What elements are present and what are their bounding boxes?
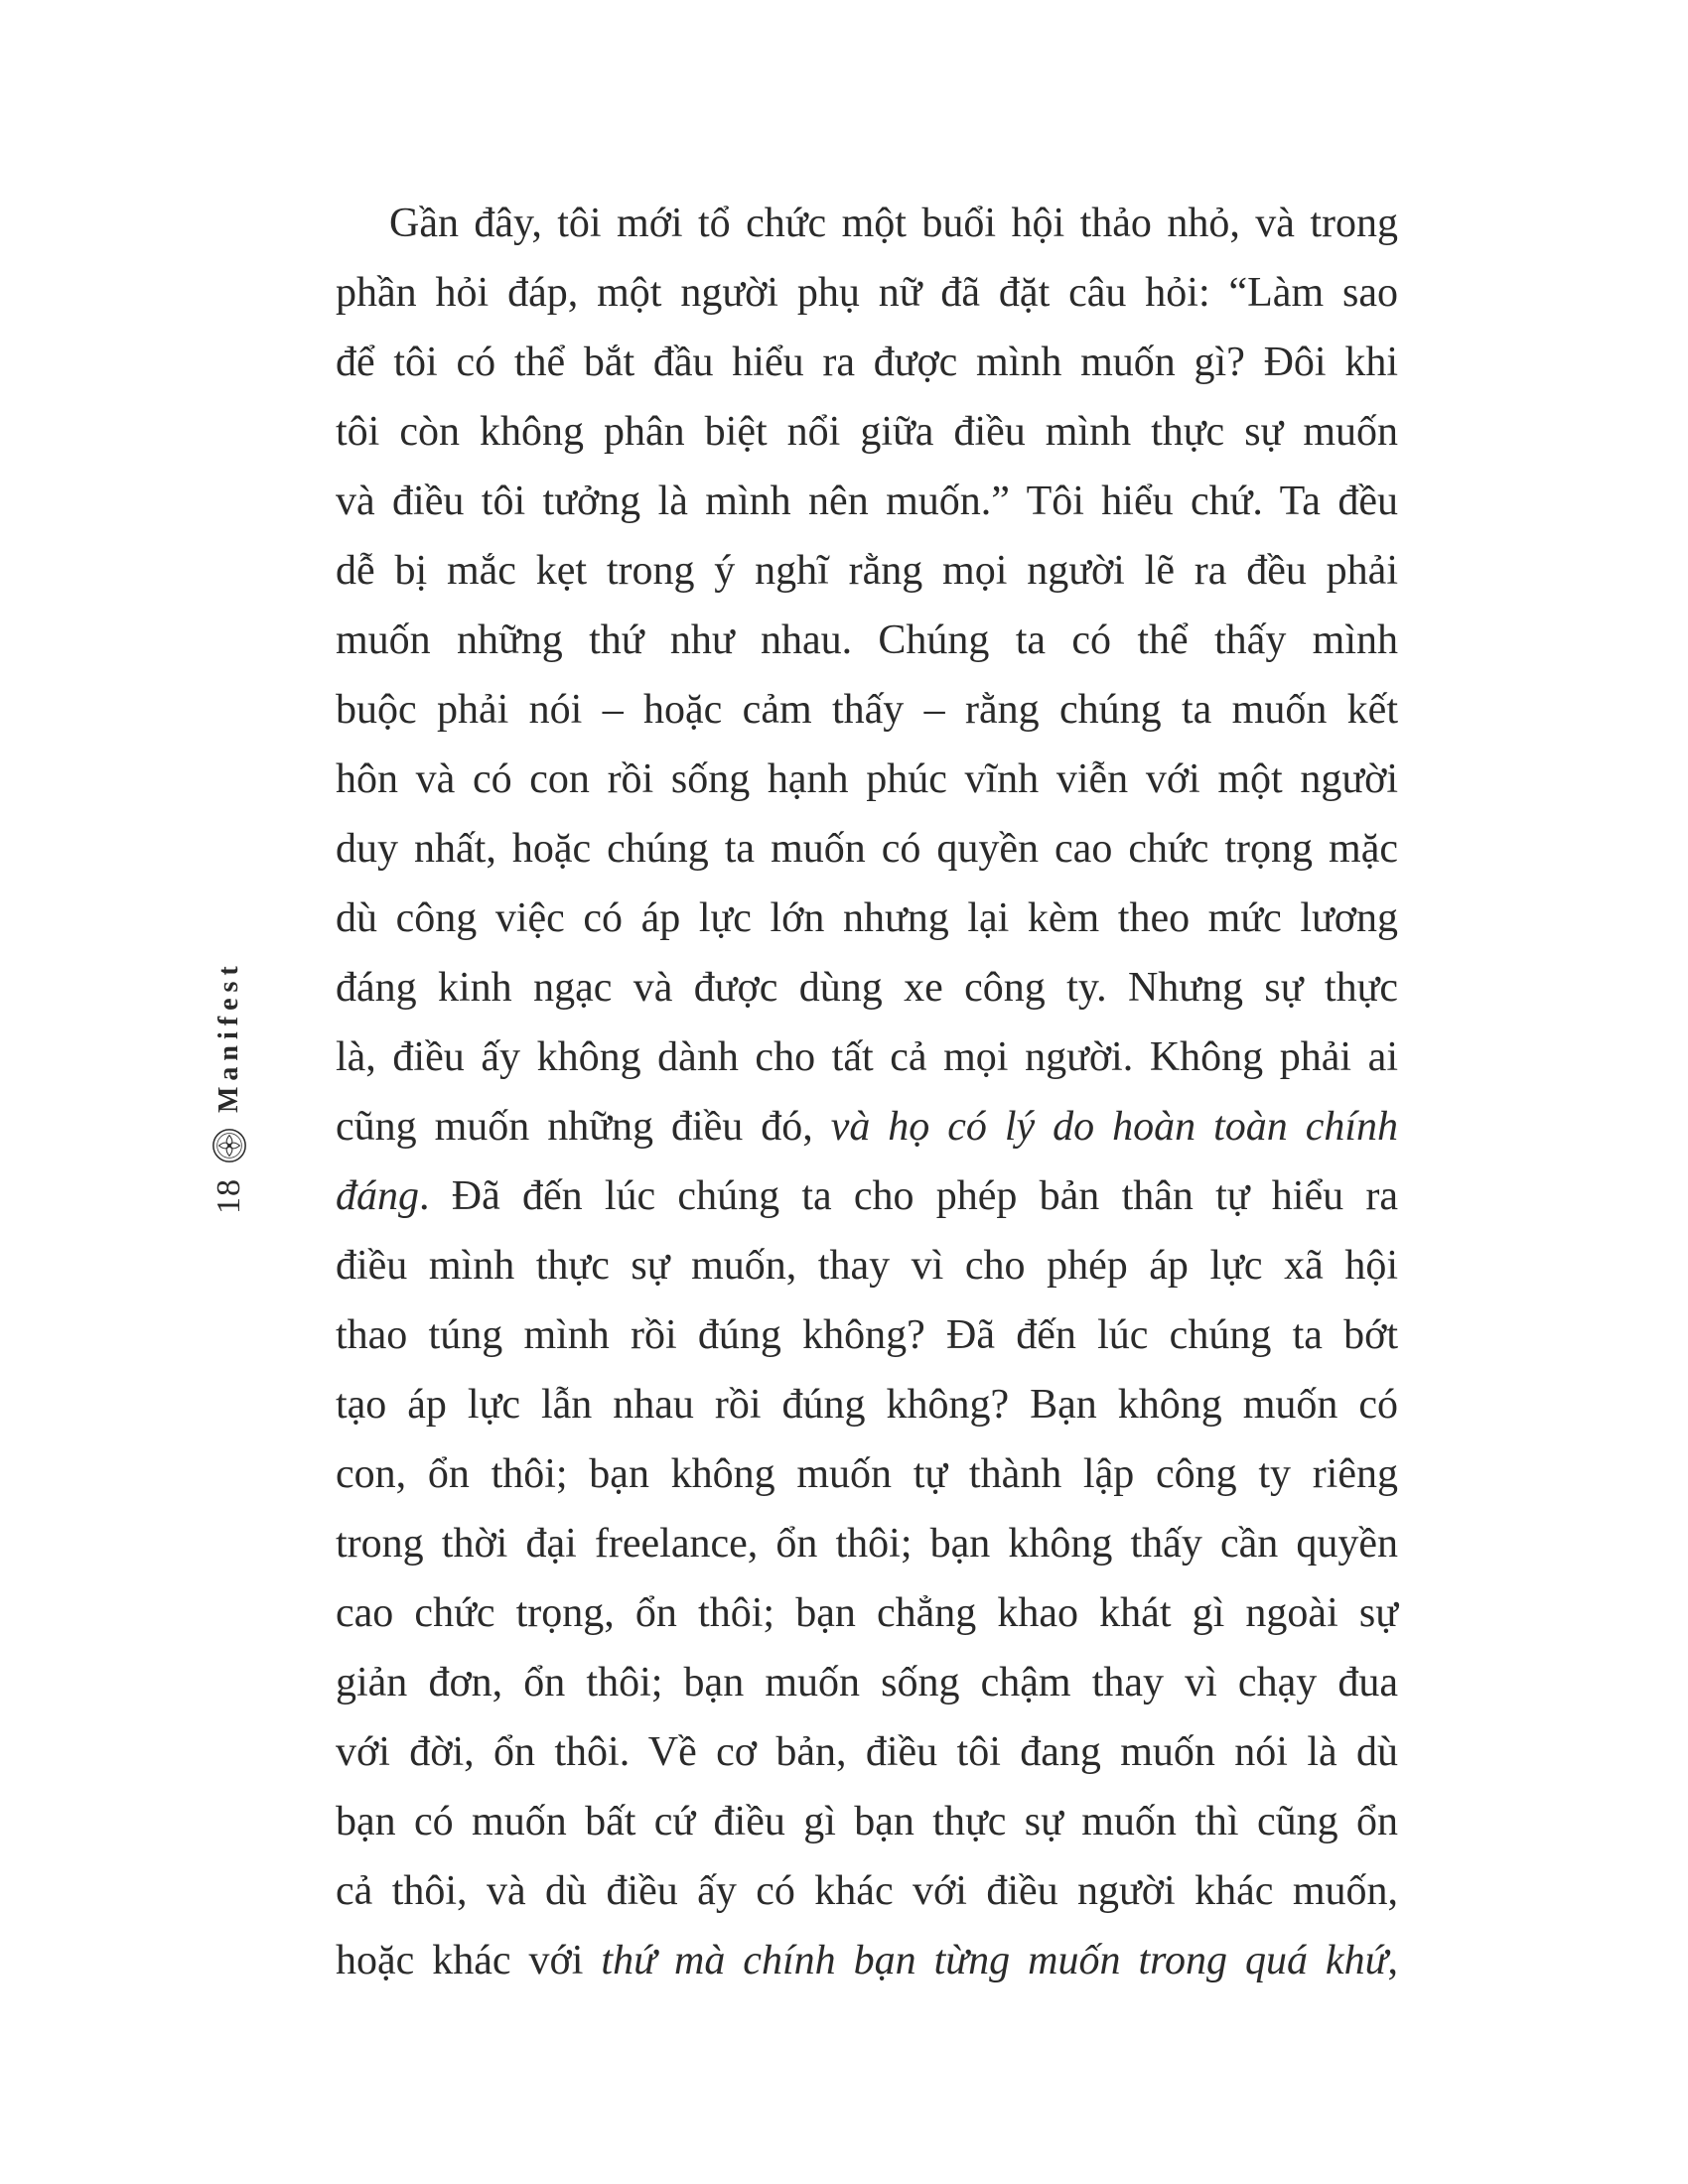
text-run: duy nhất, hoặc chúng ta muốn có quyền cao chức trọng mặc	[336, 826, 1398, 872]
text-run: cũng muốn những điều đó,	[336, 1104, 831, 1150]
text-run: con, ổn thôi; bạn không muốn tự thành lập công ty riêng	[336, 1451, 1398, 1497]
text-line	[336, 953, 1398, 1023]
text-run: hôn và có con rồi sống hạnh phúc vĩnh viễn với một người	[336, 756, 1398, 802]
italic-text-run: thứ mà chính bạn từng muốn trong quá khứ	[601, 1938, 1388, 1983]
text-line	[336, 1856, 1398, 1926]
text-line	[336, 884, 1398, 953]
text-run: tôi còn không phân biệt nổi giữa điều mình thực sự muốn	[336, 409, 1398, 455]
italic-text-run: đáng	[336, 1173, 419, 1219]
text-line	[336, 258, 1398, 328]
text-line	[336, 1787, 1398, 1856]
text-run: để tôi có thể bắt đầu hiểu ra được mình muốn gì? Đôi khi	[336, 340, 1398, 385]
text-run: là, điều ấy không dành cho tất cả mọi người. Không phải ai	[336, 1034, 1398, 1080]
page-number: 18	[211, 1178, 247, 1214]
text-line	[336, 328, 1398, 397]
text-line	[336, 1717, 1398, 1787]
italic-text-run: và họ có lý do hoàn toàn chính	[830, 1104, 1399, 1150]
running-head	[211, 960, 248, 1214]
text-run: phần hỏi đáp, một người phụ nữ đã đặt câu hỏi: “Làm sao	[336, 270, 1398, 316]
text-run: đáng kinh ngạc và được dùng xe công ty. Nhưng sự thực	[336, 965, 1398, 1011]
text-line	[336, 1161, 1398, 1231]
text-run: ,	[1387, 1938, 1398, 1983]
text-run: Gần đây, tôi mới tổ chức một buổi hội thảo nhỏ, và trong	[389, 201, 1398, 246]
text-line	[336, 1509, 1398, 1578]
text-run: với đời, ổn thôi. Về cơ bản, điều tôi đang muốn nói là dù	[336, 1729, 1398, 1775]
text-run: giản đơn, ổn thôi; bạn muốn sống chậm thay vì chạy đua	[336, 1660, 1398, 1706]
text-run: dù công việc có áp lực lớn nhưng lại kèm theo mức lương	[336, 895, 1398, 941]
text-line	[336, 1231, 1398, 1300]
text-line	[336, 1648, 1398, 1717]
text-run: và điều tôi tưởng là mình nên muốn.” Tôi hiểu chứ. Ta đều	[336, 478, 1398, 524]
text-run: dễ bị mắc kẹt trong ý nghĩ rằng mọi người lẽ ra đều phải	[336, 548, 1398, 594]
text-run: tạo áp lực lẫn nhau rồi đúng không? Bạn không muốn có	[336, 1382, 1398, 1428]
text-run: buộc phải nói – hoặc cảm thấy – rằng chúng ta muốn kết	[336, 687, 1398, 733]
floral-emblem-icon	[211, 1127, 248, 1164]
text-run: hoặc khác với	[336, 1938, 602, 1983]
text-run: bạn có muốn bất cứ điều gì bạn thực sự muốn thì cũng ổn	[336, 1799, 1398, 1844]
text-run: điều mình thực sự muốn, thay vì cho phép áp lực xã hội	[336, 1243, 1398, 1289]
text-line	[336, 1370, 1398, 1439]
text-line	[336, 1023, 1398, 1092]
body-paragraph	[336, 189, 1398, 1995]
text-line	[336, 814, 1398, 884]
text-run: thao túng mình rồi đúng không? Đã đến lúc chúng ta bớt	[336, 1312, 1398, 1358]
text-line	[336, 1926, 1398, 1995]
text-run: trong thời đại freelance, ổn thôi; bạn không thấy cần quyền	[336, 1521, 1398, 1567]
text-line	[336, 606, 1398, 675]
text-line	[336, 1439, 1398, 1509]
text-line	[336, 1578, 1398, 1648]
text-line	[336, 745, 1398, 814]
text-run: muốn những thứ như nhau. Chúng ta có thể thấy mình	[336, 617, 1398, 663]
book-title: Manifest	[213, 960, 244, 1113]
text-line	[336, 467, 1398, 536]
text-line	[336, 536, 1398, 606]
text-line	[336, 189, 1398, 258]
text-run: cao chức trọng, ổn thôi; bạn chẳng khao khát gì ngoài sự	[336, 1590, 1398, 1636]
text-line	[336, 1300, 1398, 1370]
text-run: . Đã đến lúc chúng ta cho phép bản thân tự hiểu ra	[419, 1173, 1398, 1219]
text-run: cả thôi, và dù điều ấy có khác với điều người khác muốn,	[336, 1868, 1398, 1914]
text-line	[336, 397, 1398, 467]
text-line	[336, 1092, 1398, 1161]
text-line	[336, 675, 1398, 745]
